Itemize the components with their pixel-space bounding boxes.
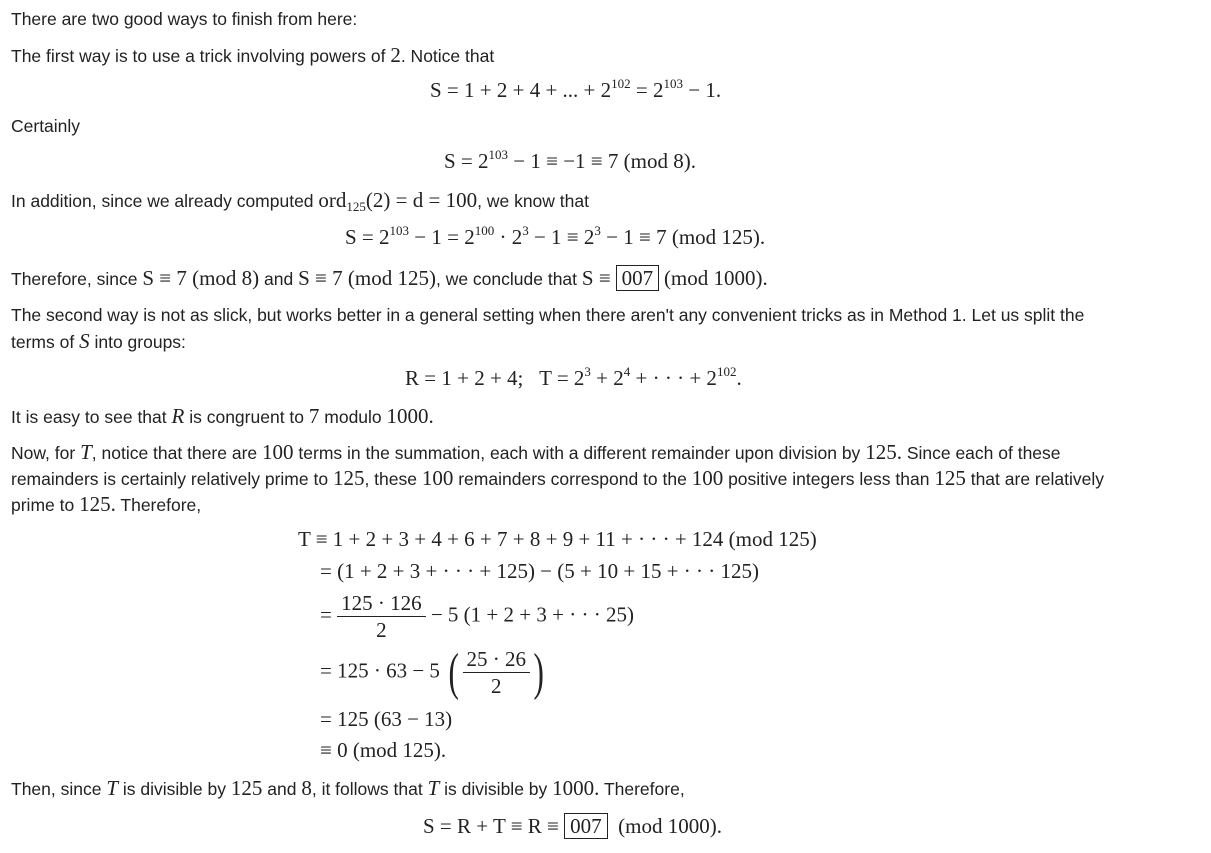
then-125: 125 <box>230 776 263 800</box>
then-line <box>11 775 685 802</box>
split-t: T = 2 <box>539 366 585 390</box>
eq125-b: − 1 = 2 <box>409 225 475 249</box>
intro-text: There are two good ways to finish from here: <box>11 9 358 29</box>
now3-125: 125. <box>79 492 116 516</box>
then-d: , it follows that <box>311 779 423 799</box>
m2-var-s: S <box>79 329 90 353</box>
now-var: T <box>80 440 92 464</box>
equation-mod8 <box>444 149 696 174</box>
exp-103: 103 <box>663 76 683 91</box>
now-line2 <box>11 465 1104 492</box>
eq125-exp103: 103 <box>389 223 410 238</box>
now2-e: that are relatively <box>970 469 1104 489</box>
condition-mod8: S ≡ 7 (mod 8) <box>142 266 260 290</box>
exp-103b: 103 <box>488 147 509 162</box>
easy-c: modulo <box>324 407 382 427</box>
split-t3: + · · · + 2 <box>630 366 717 390</box>
eq-sum-left: S = 1 + 2 + 4 + ... + 2 <box>430 78 612 102</box>
frac1-den: 2 <box>337 616 426 643</box>
lead-num: 2 <box>390 43 401 67</box>
final-left: S ≡ <box>581 266 611 290</box>
now3-b: Therefore, <box>120 495 202 515</box>
then-var: T <box>106 776 119 800</box>
now-b: , notice that there are <box>91 443 258 463</box>
now2-b: , these <box>364 469 417 489</box>
eq-mod8-right: − 1 ≡ −1 ≡ 7 (mod 8). <box>508 149 696 173</box>
eq-sum-end: − 1. <box>683 78 722 102</box>
align-row-2: = (1 + 2 + 3 + · · · + 125) − (5 + 10 + 15 + · · · 125) <box>320 559 760 583</box>
m2-line2-a: terms of <box>11 332 75 352</box>
split-t2: + 2 <box>590 366 624 390</box>
now-d: Since each of these <box>906 443 1061 463</box>
easy-b: is congruent to <box>189 407 305 427</box>
exp-102: 102 <box>611 76 631 91</box>
align-row-4 <box>320 643 547 701</box>
addition-lead: In addition, since we already computed <box>11 191 314 211</box>
split-exp4: 4 <box>623 364 631 379</box>
left-paren: ( <box>448 643 460 701</box>
fraction-125-126 <box>337 590 426 643</box>
align-row-3 <box>320 590 634 643</box>
method2-line1: The second way is not as slick, but works better in a general setting when there aren't any convenient tricks as in Method 1. Let us split the <box>11 305 1085 325</box>
eq125-exp100: 100 <box>474 223 495 238</box>
align-row-1: T ≡ 1 + 2 + 3 + 4 + 6 + 7 + 8 + 9 + 11 + · · · + 124 (mod 125) <box>298 527 817 551</box>
ord-rest: (2) = d = 100 <box>365 188 478 212</box>
split-r: R = 1 + 2 + 4; <box>405 366 524 390</box>
ord-expression <box>318 188 477 212</box>
now-125: 125. <box>865 440 902 464</box>
final-right: (mod 1000). <box>663 266 768 290</box>
now2-c: remainders correspond to the <box>458 469 687 489</box>
equation-mod125 <box>345 225 765 250</box>
now2-a: remainders is certainly relatively prime to <box>11 469 329 489</box>
eq-sum-mid: = 2 <box>630 78 664 102</box>
eq-mod8-left: S = 2 <box>444 149 489 173</box>
equation-sum <box>430 78 721 103</box>
align-row-6: ≡ 0 (mod 125). <box>320 738 447 762</box>
and-word: and <box>264 269 294 289</box>
then-a: Then, since <box>11 779 102 799</box>
then-1000: 1000. <box>552 776 600 800</box>
frac2-den: 2 <box>463 672 531 699</box>
frac1-num: 125 · 126 <box>341 591 422 615</box>
certainly-text: Certainly <box>11 116 81 136</box>
now-c: terms in the summation, each with a different remainder upon division by <box>298 443 861 463</box>
easy-mod: 1000. <box>386 404 434 428</box>
final2-left: S = R + T ≡ R ≡ <box>423 814 559 838</box>
therefore-lead: Therefore, since <box>11 269 138 289</box>
answer-box: 007 <box>616 265 660 291</box>
split-exp3: 3 <box>584 364 591 379</box>
then-c: and <box>267 779 297 799</box>
frac2-num: 25 · 26 <box>466 647 527 671</box>
answer-box-2: 007 <box>564 813 608 839</box>
now-line3 <box>11 491 201 518</box>
align3-eq: = <box>320 602 332 627</box>
then-b: is divisible by <box>122 779 227 799</box>
then-f: Therefore, <box>603 779 685 799</box>
easy-line <box>11 403 434 430</box>
now3-a: prime to <box>11 495 75 515</box>
method2-line2 <box>11 328 186 355</box>
m2-line2-b: into groups: <box>94 332 186 352</box>
now-line1 <box>11 439 1061 466</box>
then-e: is divisible by <box>444 779 548 799</box>
then-var2: T <box>427 776 440 800</box>
now2-100b: 100 <box>691 466 724 490</box>
easy-a: It is easy to see that <box>11 407 167 427</box>
addition-line <box>11 187 589 214</box>
condition-mod125: S ≡ 7 (mod 125) <box>298 266 436 290</box>
then-8: 8 <box>301 776 312 800</box>
now-a: Now, for <box>11 443 76 463</box>
ord-text: ord <box>318 188 347 212</box>
eq125-d: − 1 ≡ 2 <box>528 225 595 249</box>
align4-a: = 125 · 63 − 5 <box>320 658 440 683</box>
split-exp102: 102 <box>716 364 737 379</box>
right-paren: ) <box>533 643 544 701</box>
eq125-e: − 1 ≡ 7 (mod 125). <box>600 225 766 249</box>
therefore-line <box>11 265 768 292</box>
equation-split: R = 1 + 2 + 4; $T = 2^3 + 2^4$ + · · · + $2^{102}$. <box>405 364 742 390</box>
easy-var: R <box>171 404 185 428</box>
ord-sub: 125 <box>346 199 366 214</box>
method1-lead <box>11 42 494 69</box>
now2-100: 100 <box>421 466 454 490</box>
eq125-a: S = 2 <box>345 225 390 249</box>
eq125-exp3b: 3 <box>594 223 601 238</box>
addition-end: , we know that <box>477 191 589 211</box>
now2-125: 125 <box>332 466 365 490</box>
align3-rest: − 5 (1 + 2 + 3 + · · · 25) <box>430 602 634 627</box>
final2-right: (mod 1000). <box>618 814 722 838</box>
now-100: 100 <box>262 440 294 464</box>
now2-125b: 125 <box>934 466 966 490</box>
easy-num: 7 <box>308 404 320 428</box>
lead-end: . Notice that <box>400 46 495 66</box>
fraction-25-26 <box>463 646 531 699</box>
final-equation <box>423 814 722 839</box>
align-row-5: = 125 (63 − 13) <box>320 707 453 731</box>
conclude-text: , we conclude that <box>435 269 578 289</box>
method1-lead-text: The first way is to use a trick involving powers of <box>11 46 386 66</box>
now2-d: positive integers less than <box>728 469 930 489</box>
eq125-c: · 2 <box>494 225 523 249</box>
eq125-exp3: 3 <box>522 223 529 238</box>
